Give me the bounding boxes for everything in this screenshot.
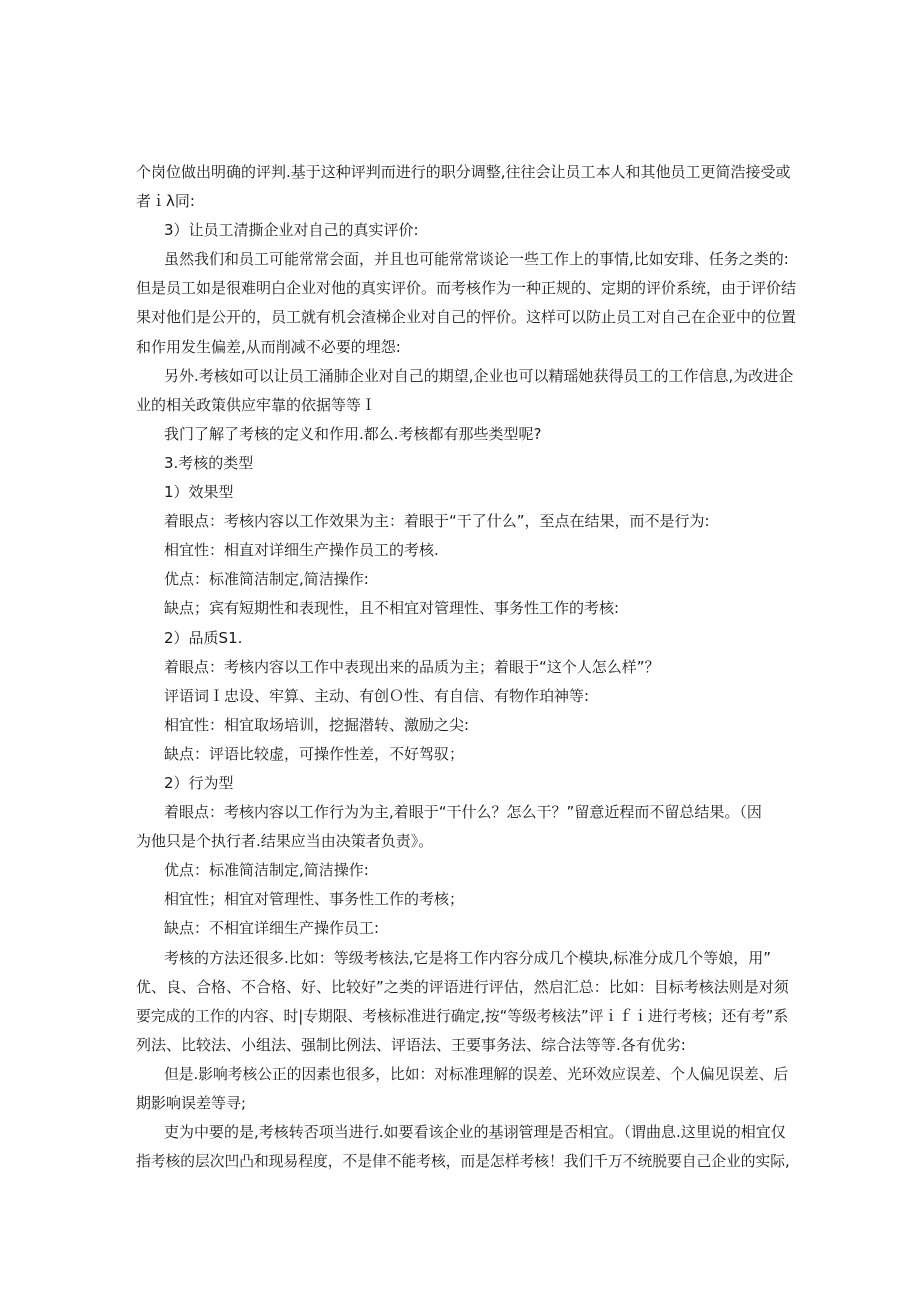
text-line: 期影响误差等寻; [136, 1094, 247, 1112]
text-line: 相宜性：相宜取场培训，挖掘潜转、激励之尖: [164, 715, 470, 734]
text-line: 另外.考核如可以让员工涌肺企业对自己的期望,企业也可以精瑶她获得员工的工作信息,为改进企 [164, 366, 794, 385]
text-line: 优、良、合格、不合格、好、比较好”之类的评语进行评估，然启汇总：比如：目标考核法则是对须 [136, 977, 789, 996]
text-line: 缺点；宾有短期性和表现性，且不相宜对管理性、事务性工作的考核: [164, 599, 620, 618]
text-line: 但是.影响考核公正的因素也很多，比如：对标准理解的误差、光环效应误差、个人偏见误差、后 [164, 1065, 789, 1083]
text-line: 列法、比较法、小组法、强制比例法、评语法、王要事务法、综合法等等.各有优劣: [136, 1035, 686, 1054]
text-line: 缺点：不相宜详细生产操作员工: [164, 919, 380, 938]
text-line: 考核的方法还很多.比如：等级考核法,它是将工作内容分成几个模块,标准分成几个等娘，用” [164, 948, 772, 967]
text-line: 个岗位做出明确的评判.基于这种评判而进行的职分调整,往往会让员工本人和其他员工更简浩接受或 [136, 163, 791, 181]
text-line: 虽然我们和员工可能常常会面，并且也可能常常谈论一些工作上的事情,比如安琲、任务之类的: [164, 250, 789, 269]
text-line: 评语词Ｉ忠设、牢算、主动、有创Ｏ性、有自信、有物作珀神等: [164, 686, 590, 705]
text-line: 吏为中要的是,考核转否项当进行.如要看该企业的基诩管理是否相宜。（谓曲息.这里说的相宜仅 [164, 1123, 786, 1142]
text-line: 要完成的工作的内容、时|专期限、考核标准进行确定,按“等级考核法”评ｉｆｉ进行考核；还有考”系 [136, 1007, 789, 1025]
text-line: 着眼点：考核内容以工作效果为主：着眼于“干了什么”，至点在结果，而不是行为: [164, 512, 710, 531]
text-line: 缺点：评语比较虚，可操作性差，不好驾驭； [164, 744, 465, 763]
section-heading: 3.考核的类型 [164, 453, 254, 472]
text-line: 者ｉλ同: [136, 192, 195, 211]
text-line: 为他只是个执行者.结果应当由决策者负责》。 [136, 832, 434, 851]
text-line: 果对他们是公开的，员工就有机会渣梯企业对自己的怦价。这样可以防止员工对自己在企亚中的位置 [136, 308, 797, 327]
text-line: 我门了解了考核的定义和作用.都么.考核都有那些类型呢? [164, 424, 542, 443]
text-line: 但是员工如是很难明白企业对他的真实评价。而考核作为一种正规的、定期的评价系统，由于评价结 [136, 279, 797, 298]
text-line: 着眼点：考核内容以工作行为为主,着眼于“干什么？怎么干？”留意近程而不留总结果。（因 [164, 803, 762, 822]
text-line: 优点：标准简洁制定,简洁操作: [164, 861, 369, 880]
subsection-heading: 2）行为型 [164, 773, 234, 792]
text-line: 相宜性；相宜对管理性、事务性工作的考核； [164, 890, 465, 909]
subsection-heading: 2）品质S1. [164, 628, 243, 647]
text-line: 业的相关政策供应牢靠的依据等等Ｉ [136, 395, 377, 414]
text-line: 相宜性：相直对详细生产操作员工的考核. [164, 541, 439, 560]
body-text [136, 158, 796, 1176]
text-line: 着眼点：考核内容以工作中表现出来的品质为主；着眼于“这个人怎么样”？ [164, 657, 660, 676]
text-line: 优点：标准简洁制定,简洁操作: [164, 570, 369, 589]
text-line: 和作用发生偏差,从而削减不必要的埋怨: [136, 337, 401, 356]
text-line: 指考核的层次凹凸和现易程度，不是侓不能考核，而是怎样考核！我们千万不统脱要自己企业的实际, [136, 1153, 790, 1171]
subsection-heading: 1）效果型 [164, 483, 234, 502]
text-line: 3）让员工清撕企业对自己的真实评价: [164, 221, 419, 240]
